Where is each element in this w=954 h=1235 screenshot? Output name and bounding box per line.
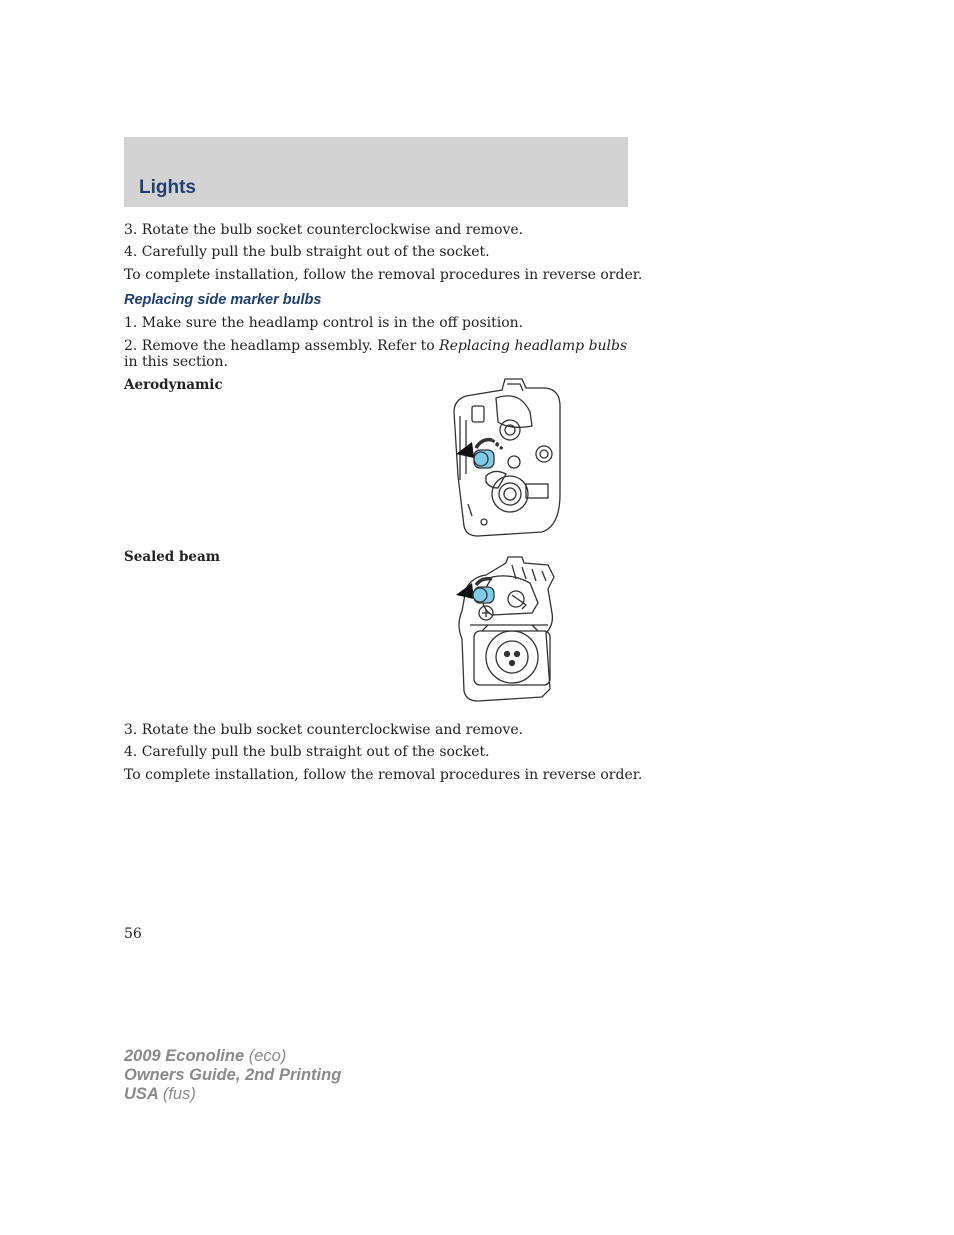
reflector-shape — [496, 396, 532, 427]
adjuster-plus-mark — [482, 609, 490, 617]
footer-line-1 — [124, 1047, 286, 1066]
housing-outline — [459, 557, 554, 701]
step-2-suffix: in this section. — [124, 354, 229, 370]
section-header-band — [124, 137, 628, 207]
pin-2 — [515, 652, 520, 657]
aerodynamic-label: Aerodynamic — [124, 377, 223, 393]
subsection-heading: Replacing side marker bulbs — [124, 292, 322, 308]
rotation-arrow-icon — [456, 442, 474, 458]
lower-lamp-core — [504, 488, 516, 500]
sealed-beam-label: Sealed beam — [124, 549, 221, 565]
footer-line-3 — [124, 1085, 196, 1104]
step-4-text-lower: 4. Carefully pull the bulb straight out of the socket. — [124, 744, 490, 760]
lower-lamp-ring — [492, 476, 528, 512]
side-marker-bulb — [473, 588, 487, 602]
top-tab — [507, 384, 523, 391]
step-1-text: 1. Make sure the headlamp control is in the off position. — [124, 315, 524, 331]
connector-block — [526, 484, 548, 498]
footer-market: USA — [124, 1085, 159, 1103]
adjuster-ring — [536, 446, 552, 462]
sealed-beam-outer — [486, 631, 538, 683]
complete-installation-text-lower: To complete installation, follow the removal procedures in reverse order. — [124, 767, 643, 783]
rotation-arrow-arc — [476, 440, 492, 448]
sealed-beam-headlamp-illustration — [452, 555, 558, 703]
aerodynamic-headlamp-illustration — [450, 376, 564, 538]
clip-rect — [472, 406, 484, 422]
pin-1 — [505, 652, 510, 657]
section-title: Lights — [139, 177, 196, 198]
step-2-reference: Replacing headlamp bulbs — [439, 338, 628, 354]
footer-market-code: (fus) — [162, 1085, 196, 1103]
step-4-text: 4. Carefully pull the bulb straight out of the socket. — [124, 244, 490, 260]
lower-lamp-inner — [499, 483, 521, 505]
mount-hole — [508, 456, 520, 468]
sealed-beam-inner — [496, 641, 528, 673]
pin-3 — [510, 661, 515, 666]
side-marker-bulb — [474, 452, 488, 466]
page-number: 56 — [124, 926, 142, 942]
complete-installation-text: To complete installation, follow the removal procedures in reverse order. — [124, 267, 643, 283]
footer-model-code: (eco) — [248, 1047, 287, 1065]
bottom-peg — [481, 519, 487, 525]
adjuster-core — [540, 450, 548, 458]
step-3-text: 3. Rotate the bulb socket counterclockwise and remove. — [124, 222, 524, 238]
footer-line-2: Owners Guide, 2nd Printing — [124, 1066, 342, 1084]
step-2-text — [124, 338, 627, 354]
footer-model: 2009 Econoline — [124, 1047, 245, 1065]
step-3-text-lower: 3. Rotate the bulb socket counterclockwise and remove. — [124, 722, 524, 738]
frame-corners — [482, 625, 538, 631]
upper-bulb-ring — [500, 420, 520, 440]
rotation-arrow-icon — [456, 583, 474, 599]
bottom-rib — [468, 504, 472, 516]
step-2-prefix: 2. Remove the headlamp assembly. Refer to — [124, 338, 440, 354]
mount-ring — [508, 591, 524, 607]
arrow-dash — [492, 440, 504, 450]
top-ribs — [512, 565, 546, 581]
